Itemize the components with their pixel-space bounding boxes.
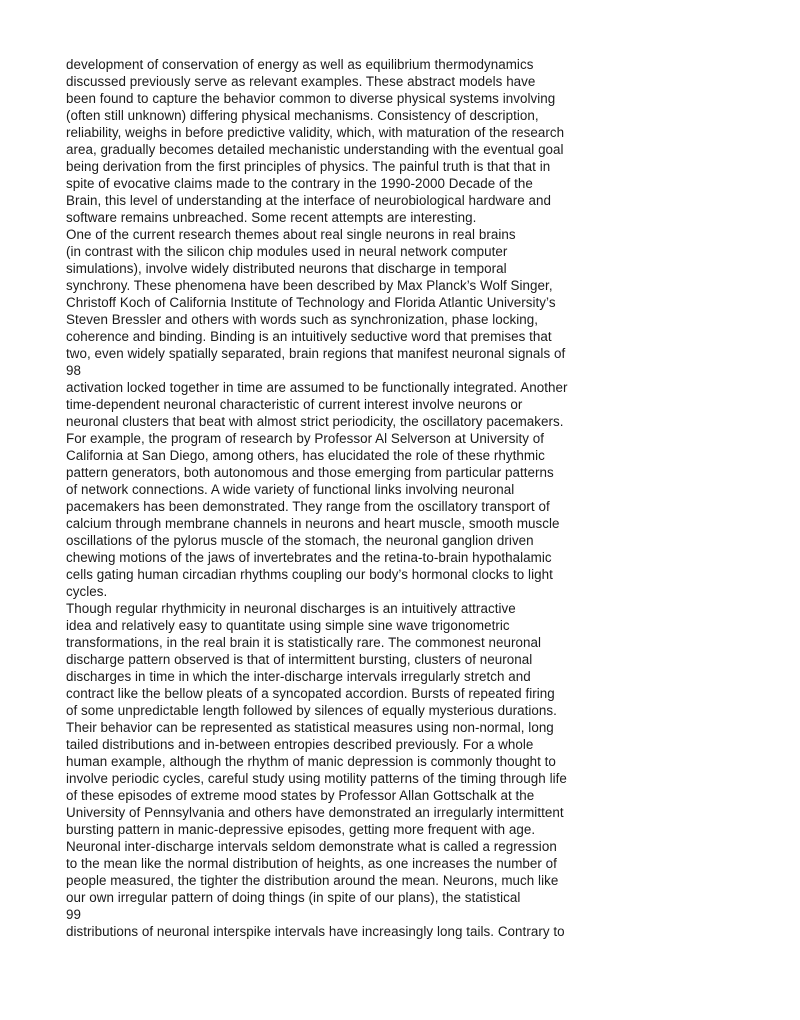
text-line: Christoff Koch of California Institute of Technology and Florida Atlantic University’s bbox=[66, 295, 556, 310]
text-line: activation locked together in time are assumed to be functionally integrated. Another bbox=[66, 380, 568, 395]
text-line: oscillations of the pylorus muscle of the stomach, the neuronal ganglion driven bbox=[66, 533, 534, 548]
text-line: of these episodes of extreme mood states by Professor Allan Gottschalk at the bbox=[66, 788, 535, 803]
text-line: Neuronal inter-discharge intervals seldom demonstrate what is called a regression bbox=[66, 839, 557, 854]
text-line: involve periodic cycles, careful study using motility patterns of the timing through life bbox=[66, 771, 567, 786]
text-line: neuronal clusters that beat with almost strict periodicity, the oscillatory pacemakers. bbox=[66, 414, 564, 429]
text-line: University of Pennsylvania and others have demonstrated an irregularly intermittent bbox=[66, 805, 564, 820]
text-line: For example, the program of research by Professor Al Selverson at University of bbox=[66, 431, 545, 446]
text-line: discharges in time in which the inter-discharge intervals irregularly stretch and bbox=[66, 669, 531, 684]
text-line: development of conservation of energy as well as equilibrium thermodynamics bbox=[66, 57, 534, 72]
text-line: discussed previously serve as relevant examples. These abstract models have bbox=[66, 74, 536, 89]
text-line: One of the current research themes about real single neurons in real brains bbox=[66, 227, 516, 242]
page-number: 98 bbox=[66, 363, 81, 378]
text-line: our own irregular pattern of doing things (in spite of our plans), the statistical bbox=[66, 890, 521, 905]
text-line: (often still unknown) differing physical mechanisms. Consistency of description, bbox=[66, 108, 539, 123]
text-line: area, gradually becomes detailed mechanistic understanding with the eventual goal bbox=[66, 142, 564, 157]
page-number: 99 bbox=[66, 907, 81, 922]
text-line: tailed distributions and in-between entropies described previously. For a whole bbox=[66, 737, 534, 752]
text-line: to the mean like the normal distribution of heights, as one increases the number of bbox=[66, 856, 557, 871]
text-line: synchrony. These phenomena have been described by Max Planck’s Wolf Singer, bbox=[66, 278, 553, 293]
text-line: of network connections. A wide variety of functional links involving neuronal bbox=[66, 482, 515, 497]
text-line: California at San Diego, among others, has elucidated the role of these rhythmic bbox=[66, 448, 545, 463]
text-line: cells gating human circadian rhythms coupling our body’s hormonal clocks to light bbox=[66, 567, 553, 582]
text-line: people measured, the tighter the distribution around the mean. Neurons, much like bbox=[66, 873, 559, 888]
text-line: pattern generators, both autonomous and those emerging from particular patterns bbox=[66, 465, 554, 480]
text-line: (in contrast with the silicon chip modules used in neural network computer bbox=[66, 244, 508, 259]
text-line: pacemakers has been demonstrated. They range from the oscillatory transport of bbox=[66, 499, 550, 514]
text-line: cycles. bbox=[66, 584, 108, 599]
text-line: coherence and binding. Binding is an intuitively seductive word that premises that bbox=[66, 329, 552, 344]
text-line: simulations), involve widely distributed neurons that discharge in temporal bbox=[66, 261, 507, 276]
text-line: idea and relatively easy to quantitate using simple sine wave trigonometric bbox=[66, 618, 510, 633]
text-line: contract like the bellow pleats of a syncopated accordion. Bursts of repeated firing bbox=[66, 686, 555, 701]
text-line: distributions of neuronal interspike intervals have increasingly long tails. Contrary to bbox=[66, 924, 565, 939]
text-line: discharge pattern observed is that of intermittent bursting, clusters of neuronal bbox=[66, 652, 533, 667]
text-line: software remains unbreached. Some recent attempts are interesting. bbox=[66, 210, 477, 225]
page-text bbox=[66, 56, 746, 940]
text-line: transformations, in the real brain it is statistically rare. The commonest neuronal bbox=[66, 635, 542, 650]
text-line: chewing motions of the jaws of invertebrates and the retina-to-brain hypothalamic bbox=[66, 550, 552, 565]
text-line: Steven Bressler and others with words such as synchronization, phase locking, bbox=[66, 312, 539, 327]
text-line: Brain, this level of understanding at the interface of neurobiological hardware and bbox=[66, 193, 552, 208]
text-line: human example, although the rhythm of manic depression is commonly thought to bbox=[66, 754, 556, 769]
text-line: time-dependent neuronal characteristic of current interest involve neurons or bbox=[66, 397, 523, 412]
text-line: Though regular rhythmicity in neuronal discharges is an intuitively attractive bbox=[66, 601, 516, 616]
text-line: Their behavior can be represented as statistical measures using non-normal, long bbox=[66, 720, 554, 735]
text-line: reliability, weighs in before predictive validity, which, with maturation of the research bbox=[66, 125, 565, 140]
text-line: being derivation from the first principles of physics. The painful truth is that that in bbox=[66, 159, 551, 174]
text-line: of some unpredictable length followed by silences of equally mysterious durations. bbox=[66, 703, 557, 718]
text-line: calcium through membrane channels in neurons and heart muscle, smooth muscle bbox=[66, 516, 560, 531]
text-line: spite of evocative claims made to the contrary in the 1990-2000 Decade of the bbox=[66, 176, 533, 191]
text-line: bursting pattern in manic-depressive episodes, getting more frequent with age. bbox=[66, 822, 536, 837]
text-line: two, even widely spatially separated, brain regions that manifest neuronal signals of bbox=[66, 346, 566, 361]
text-line: been found to capture the behavior common to diverse physical systems involving bbox=[66, 91, 556, 106]
